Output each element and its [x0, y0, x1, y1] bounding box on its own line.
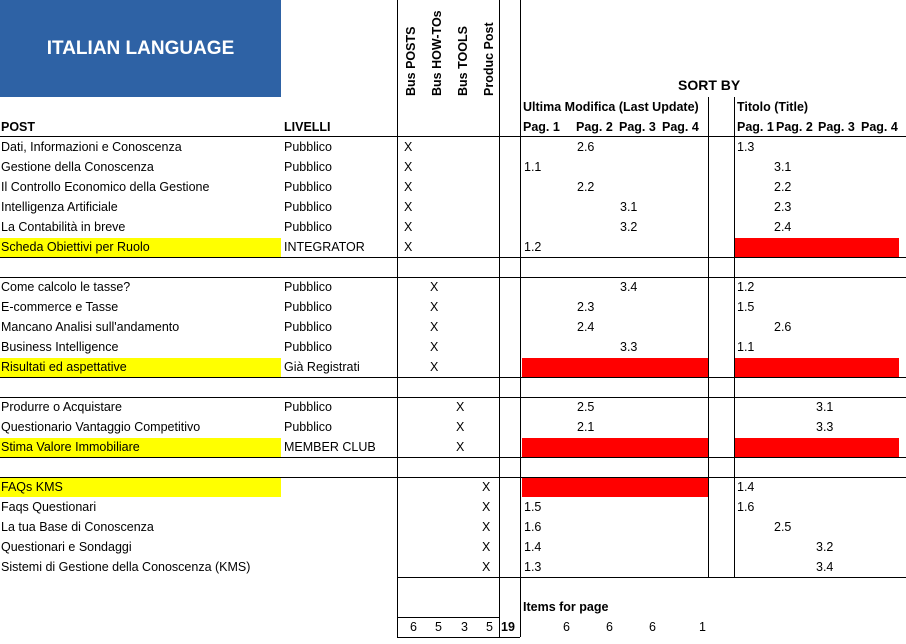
title-position: 1.6	[737, 500, 755, 514]
livelli-value: MEMBER CLUB	[284, 440, 376, 454]
grid-line	[499, 0, 500, 637]
title-position: 3.1	[774, 160, 792, 174]
missing-cell	[522, 358, 708, 377]
post-title: Produrre o Acquistare	[1, 400, 122, 414]
title-position: 3.1	[816, 400, 834, 414]
missing-cell	[735, 358, 899, 377]
missing-cell	[522, 478, 708, 497]
items-for-page-label: Items for page	[523, 600, 609, 614]
last-update-position: 3.2	[620, 220, 638, 234]
title-position: 1.3	[737, 140, 755, 154]
grid-line	[0, 457, 906, 458]
livelli-value: Pubblico	[284, 320, 332, 334]
post-title: Sistemi di Gestione della Conoscenza (KMS)	[1, 560, 251, 574]
bus-total: 5	[486, 620, 493, 634]
bus-mark: X	[482, 540, 491, 554]
last-update-page-header: Pag. 1	[523, 120, 560, 134]
bus-mark: X	[430, 280, 439, 294]
title-position: 2.2	[774, 180, 792, 194]
livelli-value: Pubblico	[284, 340, 332, 354]
post-title: La Contabilità in breve	[1, 220, 126, 234]
bus-mark: X	[430, 300, 439, 314]
bus-column-header: Bus POSTS	[404, 26, 418, 96]
title-position: 1.4	[737, 480, 755, 494]
post-title: Il Controllo Economico della Gestione	[1, 180, 210, 194]
post-title: Risultati ed aspettative	[1, 360, 127, 374]
bus-total: 5	[435, 620, 442, 634]
grid-line	[0, 397, 906, 398]
livelli-value: Pubblico	[284, 200, 332, 214]
post-title: Questionari e Sondaggi	[1, 540, 132, 554]
page-item-count: 6	[649, 620, 656, 634]
missing-cell	[522, 438, 708, 457]
title-position: 1.2	[737, 280, 755, 294]
livelli-value: Pubblico	[284, 420, 332, 434]
page-item-count: 1	[699, 620, 706, 634]
bus-mark: X	[482, 560, 491, 574]
grid-line	[397, 577, 906, 578]
livelli-value: Pubblico	[284, 220, 332, 234]
title-position: 3.4	[816, 560, 834, 574]
bus-column-header: Bus HOW-TOs	[430, 10, 444, 96]
post-title: Come calcolo le tasse?	[1, 280, 131, 294]
bus-mark: X	[430, 340, 439, 354]
post-title: Stima Valore Immobiliare	[1, 440, 140, 454]
missing-cell	[735, 238, 899, 257]
last-update-position: 2.4	[577, 320, 595, 334]
bus-mark: X	[404, 180, 413, 194]
title-position: 2.4	[774, 220, 792, 234]
post-title: Dati, Informazioni e Conoscenza	[1, 140, 182, 154]
page-item-count: 6	[606, 620, 613, 634]
bus-mark: X	[404, 200, 413, 214]
page-item-count: 6	[563, 620, 570, 634]
grid-line	[0, 377, 906, 378]
title-position: 2.6	[774, 320, 792, 334]
livelli-value: Pubblico	[284, 300, 332, 314]
bus-mark: X	[404, 140, 413, 154]
last-update-position: 1.3	[524, 560, 542, 574]
last-update-position: 1.5	[524, 500, 542, 514]
sheet-title: ITALIAN LANGUAGE	[46, 38, 235, 59]
bus-mark: X	[456, 400, 465, 414]
title-position: 3.2	[816, 540, 834, 554]
bus-column-header: Bus TOOLS	[456, 26, 470, 96]
bus-mark: X	[430, 360, 439, 374]
livelli-value: Pubblico	[284, 400, 332, 414]
bus-total: 3	[461, 620, 468, 634]
livelli-value: Pubblico	[284, 140, 332, 154]
bus-total: 6	[410, 620, 417, 634]
post-title: Scheda Obiettivi per Ruolo	[1, 240, 150, 254]
title-banner	[0, 0, 281, 97]
title-page-header: Pag. 3	[818, 120, 855, 134]
bus-mark: X	[482, 500, 491, 514]
last-update-position: 1.6	[524, 520, 542, 534]
title-position: 3.3	[816, 420, 834, 434]
title-position: 1.1	[737, 340, 755, 354]
grid-line	[0, 277, 906, 278]
title-page-header: Pag. 2	[776, 120, 813, 134]
last-update-page-header: Pag. 3	[619, 120, 656, 134]
title-position: 2.3	[774, 200, 792, 214]
last-update-position: 1.1	[524, 160, 542, 174]
last-update-page-header: Pag. 2	[576, 120, 613, 134]
post-column-header: POST	[1, 120, 36, 134]
bus-mark: X	[482, 480, 491, 494]
grid-line	[0, 257, 906, 258]
last-update-position: 2.3	[577, 300, 595, 314]
last-update-position: 3.4	[620, 280, 638, 294]
post-title: Business Intelligence	[1, 340, 119, 354]
livelli-value: Già Registrati	[284, 360, 360, 374]
title-position: 2.5	[774, 520, 792, 534]
last-update-position: 2.6	[577, 140, 595, 154]
post-title: Intelligenza Artificiale	[1, 200, 118, 214]
sort-by-heading: SORT BY	[678, 77, 741, 93]
post-title: Mancano Analisi sull'andamento	[1, 320, 180, 334]
grid-line	[734, 97, 735, 577]
livelli-value: Pubblico	[284, 280, 332, 294]
last-update-heading: Ultima Modifica (Last Update)	[523, 100, 699, 114]
grid-line	[397, 0, 398, 637]
post-title: Questionario Vantaggio Competitivo	[1, 420, 201, 434]
post-title: FAQs KMS	[1, 480, 63, 494]
title-position: 1.5	[737, 300, 755, 314]
bus-mark: X	[404, 240, 413, 254]
title-page-header: Pag. 1	[737, 120, 774, 134]
last-update-page-header: Pag. 4	[662, 120, 699, 134]
grid-line	[0, 477, 906, 478]
livelli-value: Pubblico	[284, 180, 332, 194]
bus-mark: X	[430, 320, 439, 334]
livelli-value: Pubblico	[284, 160, 332, 174]
title-page-header: Pag. 4	[861, 120, 898, 134]
last-update-position: 2.1	[577, 420, 595, 434]
title-sort-heading: Titolo (Title)	[737, 100, 809, 114]
grid-line	[397, 637, 520, 638]
post-title: Gestione della Conoscenza	[1, 160, 154, 174]
last-update-position: 2.2	[577, 180, 595, 194]
bus-mark: X	[456, 420, 465, 434]
post-title: La tua Base di Conoscenza	[1, 520, 154, 534]
grid-line	[708, 97, 709, 577]
last-update-position: 3.3	[620, 340, 638, 354]
bus-mark: X	[404, 160, 413, 174]
grid-line	[520, 0, 521, 586]
bus-mark: X	[456, 440, 465, 454]
missing-cell	[735, 438, 899, 457]
bus-mark: X	[482, 520, 491, 534]
post-title: Faqs Questionari	[1, 500, 97, 514]
last-update-position: 1.4	[524, 540, 542, 554]
last-update-position: 1.2	[524, 240, 542, 254]
bus-column-header: Produc Post	[482, 22, 496, 96]
last-update-position: 3.1	[620, 200, 638, 214]
post-title: E-commerce e Tasse	[1, 300, 119, 314]
livelli-value: INTEGRATOR	[284, 240, 365, 254]
bus-mark: X	[404, 220, 413, 234]
grand-total: 19	[501, 620, 515, 634]
livelli-column-header: LIVELLI	[284, 120, 331, 134]
last-update-position: 2.5	[577, 400, 595, 414]
